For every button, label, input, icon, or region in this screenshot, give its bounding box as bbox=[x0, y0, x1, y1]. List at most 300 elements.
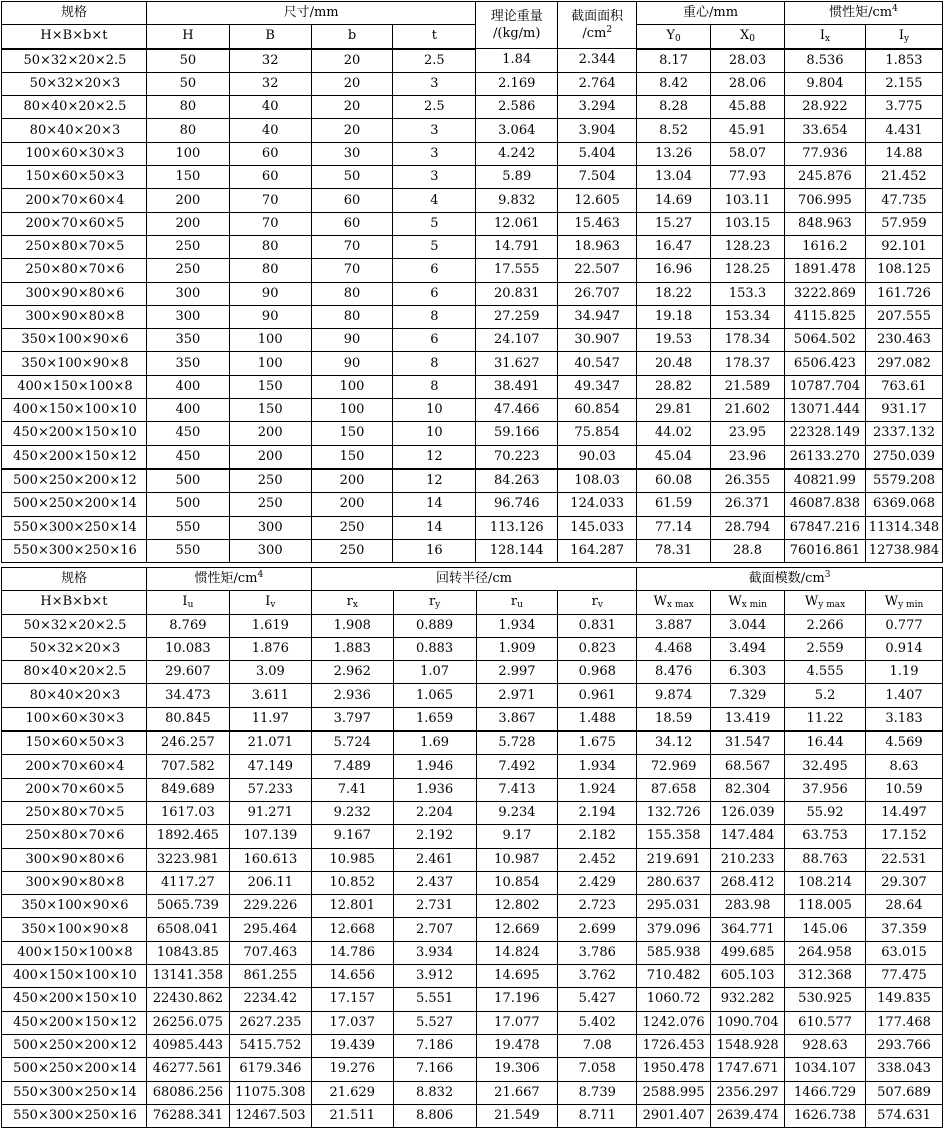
value-cell: 16.47 bbox=[637, 235, 711, 258]
value-cell: 19.439 bbox=[311, 1034, 393, 1057]
value-cell: 3222.869 bbox=[784, 282, 865, 305]
spec-header: 规格 bbox=[2, 568, 147, 591]
value-cell: 3.797 bbox=[311, 707, 393, 731]
value-cell: 153.3 bbox=[711, 282, 785, 305]
value-cell: 9.167 bbox=[311, 825, 393, 848]
value-cell: 293.766 bbox=[866, 1034, 943, 1057]
value-cell: 2.204 bbox=[393, 801, 476, 824]
value-cell: 5.404 bbox=[558, 142, 637, 165]
value-cell: 18.59 bbox=[637, 707, 711, 731]
value-cell: 230.463 bbox=[865, 329, 942, 352]
value-cell: 928.63 bbox=[785, 1034, 866, 1057]
value-cell: 219.691 bbox=[637, 848, 711, 871]
value-cell: 400 bbox=[146, 375, 229, 398]
value-cell: 13141.358 bbox=[146, 965, 229, 988]
value-cell: 268.412 bbox=[711, 871, 785, 894]
value-cell: 9.17 bbox=[476, 825, 558, 848]
value-cell: 14.88 bbox=[865, 142, 942, 165]
value-cell: 60.08 bbox=[637, 469, 711, 493]
value-cell: 18.22 bbox=[637, 282, 711, 305]
value-cell: 11075.308 bbox=[229, 1081, 311, 1104]
value-cell: 150 bbox=[311, 445, 393, 469]
value-cell: 29.307 bbox=[866, 871, 943, 894]
value-cell: 100 bbox=[229, 352, 311, 375]
value-cell: 19.276 bbox=[311, 1058, 393, 1081]
table-row bbox=[2, 189, 943, 212]
value-cell: 34.12 bbox=[637, 731, 711, 755]
value-cell: 75.854 bbox=[558, 422, 637, 445]
value-cell: 8.476 bbox=[637, 661, 711, 684]
value-cell: 12.802 bbox=[476, 895, 558, 918]
value-cell: 848.963 bbox=[784, 212, 865, 235]
value-cell: 1626.738 bbox=[785, 1104, 866, 1127]
value-cell: 44.02 bbox=[637, 422, 711, 445]
value-cell: 605.103 bbox=[711, 965, 785, 988]
value-cell: 710.482 bbox=[637, 965, 711, 988]
table-row bbox=[2, 142, 943, 165]
value-cell: 2.731 bbox=[393, 895, 476, 918]
value-cell: 8.42 bbox=[637, 72, 711, 95]
value-cell: 1950.478 bbox=[637, 1058, 711, 1081]
value-cell: 7.058 bbox=[558, 1058, 637, 1081]
spec-cell: 250×80×70×5 bbox=[2, 235, 147, 258]
value-cell: 250 bbox=[311, 539, 393, 562]
value-cell: 250 bbox=[229, 493, 311, 516]
spec-cell: 550×300×250×14 bbox=[2, 1081, 147, 1104]
value-cell: 2.936 bbox=[311, 684, 393, 707]
value-cell: 82.304 bbox=[711, 778, 785, 801]
table-row bbox=[2, 778, 943, 801]
value-cell: 12.668 bbox=[311, 918, 393, 941]
value-cell: 17.152 bbox=[866, 825, 943, 848]
value-cell: 1.065 bbox=[393, 684, 476, 707]
value-cell: 530.925 bbox=[785, 988, 866, 1011]
value-cell: 26256.075 bbox=[146, 1011, 229, 1034]
value-cell: 177.468 bbox=[866, 1011, 943, 1034]
value-cell: 3.064 bbox=[476, 119, 558, 142]
value-cell: 1.936 bbox=[393, 778, 476, 801]
value-cell: 207.555 bbox=[865, 305, 942, 328]
value-cell: 200 bbox=[311, 493, 393, 516]
value-cell: 150 bbox=[146, 166, 229, 189]
value-cell: 9.234 bbox=[476, 801, 558, 824]
spec-cell: 150×60×50×3 bbox=[2, 166, 147, 189]
spec-cell: 500×250×200×12 bbox=[2, 469, 147, 493]
value-cell: 5415.752 bbox=[229, 1034, 311, 1057]
value-cell: 13071.444 bbox=[784, 399, 865, 422]
value-cell: 12738.984 bbox=[865, 539, 942, 562]
spec-cell: 450×200×150×12 bbox=[2, 445, 147, 469]
table-row bbox=[2, 329, 943, 352]
value-cell: 1.934 bbox=[558, 755, 637, 778]
value-cell: 1.07 bbox=[393, 661, 476, 684]
value-cell: 107.139 bbox=[229, 825, 311, 848]
table-row bbox=[2, 1034, 943, 1057]
spec-cell: 250×80×70×5 bbox=[2, 801, 147, 824]
value-cell: 90 bbox=[229, 305, 311, 328]
value-cell: 1.946 bbox=[393, 755, 476, 778]
value-cell: 2.194 bbox=[558, 801, 637, 824]
spec-cell: 500×250×200×12 bbox=[2, 1034, 147, 1057]
table-row bbox=[2, 801, 943, 824]
value-cell: 3.611 bbox=[229, 684, 311, 707]
value-cell: 15.27 bbox=[637, 212, 711, 235]
value-cell: 1.84 bbox=[476, 49, 558, 73]
value-cell: 34.947 bbox=[558, 305, 637, 328]
value-cell: 40821.99 bbox=[784, 469, 865, 493]
col-wxmin: $W_{x min}$ bbox=[711, 591, 785, 614]
value-cell: 100 bbox=[311, 375, 393, 398]
spec-cell: 80×40×20×3 bbox=[2, 684, 147, 707]
value-cell: 1.407 bbox=[866, 684, 943, 707]
table-row bbox=[2, 72, 943, 95]
spec-cell: 550×300×250×16 bbox=[2, 1104, 147, 1127]
value-cell: 37.359 bbox=[866, 918, 943, 941]
value-cell: 32 bbox=[229, 72, 311, 95]
value-cell: 283.98 bbox=[711, 895, 785, 918]
value-cell: 2.429 bbox=[558, 871, 637, 894]
value-cell: 3.09 bbox=[229, 661, 311, 684]
value-cell: 6508.041 bbox=[146, 918, 229, 941]
spec-cell: 450×200×150×10 bbox=[2, 988, 147, 1011]
value-cell: 9.874 bbox=[637, 684, 711, 707]
col-rx: $r_x$ bbox=[311, 591, 393, 614]
table-row bbox=[2, 871, 943, 894]
spec-cell: 500×250×200×14 bbox=[2, 1058, 147, 1081]
table-row bbox=[2, 614, 943, 637]
col-iy: $I_y$ bbox=[865, 25, 942, 49]
value-cell: 5 bbox=[393, 212, 476, 235]
value-cell: 10 bbox=[393, 422, 476, 445]
value-cell: 8.832 bbox=[393, 1081, 476, 1104]
value-cell: 23.95 bbox=[711, 422, 785, 445]
col-rv: $r_v$ bbox=[558, 591, 637, 614]
value-cell: 28.64 bbox=[866, 895, 943, 918]
spec-cell: 200×70×60×4 bbox=[2, 755, 147, 778]
value-cell: 2.971 bbox=[476, 684, 558, 707]
value-cell: 22430.862 bbox=[146, 988, 229, 1011]
value-cell: 450 bbox=[146, 422, 229, 445]
value-cell: 77.93 bbox=[711, 166, 785, 189]
value-cell: 15.463 bbox=[558, 212, 637, 235]
value-cell: 28.8 bbox=[711, 539, 785, 562]
value-cell: 0.889 bbox=[393, 614, 476, 637]
spec-cell: 350×100×90×6 bbox=[2, 895, 147, 918]
value-cell: 10.083 bbox=[146, 637, 229, 660]
spec-cell: 50×32×20×2.5 bbox=[2, 49, 147, 73]
value-cell: 61.59 bbox=[637, 493, 711, 516]
value-cell: 145.06 bbox=[785, 918, 866, 941]
centroid-header: 重心/mm bbox=[637, 2, 785, 25]
value-cell: 2.699 bbox=[558, 918, 637, 941]
value-cell: 28.922 bbox=[784, 96, 865, 119]
table-row bbox=[2, 1104, 943, 1127]
value-cell: 1060.72 bbox=[637, 988, 711, 1011]
value-cell: 3.762 bbox=[558, 965, 637, 988]
value-cell: 19.18 bbox=[637, 305, 711, 328]
value-cell: 103.11 bbox=[711, 189, 785, 212]
value-cell: 2.437 bbox=[393, 871, 476, 894]
value-cell: 2.723 bbox=[558, 895, 637, 918]
value-cell: 246.257 bbox=[146, 731, 229, 755]
value-cell: 16.96 bbox=[637, 259, 711, 282]
table-row bbox=[2, 259, 943, 282]
value-cell: 46277.561 bbox=[146, 1058, 229, 1081]
value-cell: 5 bbox=[393, 235, 476, 258]
value-cell: 0.961 bbox=[558, 684, 637, 707]
table-row bbox=[2, 399, 943, 422]
value-cell: 200 bbox=[146, 212, 229, 235]
value-cell: 8 bbox=[393, 375, 476, 398]
spec-cell: 250×80×70×6 bbox=[2, 825, 147, 848]
table-row bbox=[2, 305, 943, 328]
value-cell: 2.266 bbox=[785, 614, 866, 637]
value-cell: 4115.825 bbox=[784, 305, 865, 328]
value-cell: 4117.27 bbox=[146, 871, 229, 894]
value-cell: 0.968 bbox=[558, 661, 637, 684]
value-cell: 3.887 bbox=[637, 614, 711, 637]
value-cell: 5.2 bbox=[785, 684, 866, 707]
value-cell: 574.631 bbox=[866, 1104, 943, 1127]
value-cell: 32 bbox=[229, 49, 311, 73]
value-cell: 364.771 bbox=[711, 918, 785, 941]
col-ru: $r_u$ bbox=[476, 591, 558, 614]
value-cell: 2.452 bbox=[558, 848, 637, 871]
value-cell: 178.37 bbox=[711, 352, 785, 375]
spec-cell: 300×90×80×6 bbox=[2, 282, 147, 305]
table-row bbox=[2, 96, 943, 119]
value-cell: 6369.068 bbox=[865, 493, 942, 516]
value-cell: 128.25 bbox=[711, 259, 785, 282]
col-x0: $X_0$ bbox=[711, 25, 785, 49]
value-cell: 28.794 bbox=[711, 516, 785, 539]
value-cell: 706.995 bbox=[784, 189, 865, 212]
value-cell: 80 bbox=[146, 119, 229, 142]
value-cell: 28.06 bbox=[711, 72, 785, 95]
value-cell: 7.489 bbox=[311, 755, 393, 778]
value-cell: 11.97 bbox=[229, 707, 311, 731]
value-cell: 155.358 bbox=[637, 825, 711, 848]
weight-header-line2: /(kg/m) bbox=[493, 26, 541, 42]
table-row bbox=[2, 282, 943, 305]
dimensions-header: 尺寸/mm bbox=[146, 2, 475, 25]
value-cell: 68086.256 bbox=[146, 1081, 229, 1104]
value-cell: 3 bbox=[393, 72, 476, 95]
col-H: H bbox=[146, 25, 229, 49]
value-cell: 34.473 bbox=[146, 684, 229, 707]
value-cell: 2337.132 bbox=[865, 422, 942, 445]
value-cell: 1.924 bbox=[558, 778, 637, 801]
value-cell: 124.033 bbox=[558, 493, 637, 516]
spec-cell: 450×200×150×12 bbox=[2, 1011, 147, 1034]
col-iv: $I_v$ bbox=[229, 591, 311, 614]
value-cell: 7.413 bbox=[476, 778, 558, 801]
value-cell: 849.689 bbox=[146, 778, 229, 801]
value-cell: 132.726 bbox=[637, 801, 711, 824]
table-row bbox=[2, 707, 943, 731]
value-cell: 63.753 bbox=[785, 825, 866, 848]
value-cell: 10.854 bbox=[476, 871, 558, 894]
spec-cell: 200×70×60×4 bbox=[2, 189, 147, 212]
value-cell: 50 bbox=[146, 72, 229, 95]
value-cell: 31.547 bbox=[711, 731, 785, 755]
value-cell: 2.997 bbox=[476, 661, 558, 684]
value-cell: 2.707 bbox=[393, 918, 476, 941]
value-cell: 128.144 bbox=[476, 539, 558, 562]
value-cell: 200 bbox=[229, 422, 311, 445]
value-cell: 250 bbox=[146, 259, 229, 282]
table-row bbox=[2, 352, 943, 375]
table-row bbox=[2, 493, 943, 516]
value-cell: 10.59 bbox=[866, 778, 943, 801]
value-cell: 20.48 bbox=[637, 352, 711, 375]
value-cell: 20 bbox=[311, 119, 393, 142]
table-row bbox=[2, 212, 943, 235]
value-cell: 88.763 bbox=[785, 848, 866, 871]
value-cell: 21.071 bbox=[229, 731, 311, 755]
value-cell: 7.08 bbox=[558, 1034, 637, 1057]
value-cell: 45.88 bbox=[711, 96, 785, 119]
value-cell: 17.555 bbox=[476, 259, 558, 282]
header-row-2 bbox=[2, 25, 943, 49]
value-cell: 9.804 bbox=[784, 72, 865, 95]
value-cell: 47.149 bbox=[229, 755, 311, 778]
table-row bbox=[2, 684, 943, 707]
table-row bbox=[2, 848, 943, 871]
value-cell: 108.03 bbox=[558, 469, 637, 493]
col-ix: $I_x$ bbox=[784, 25, 865, 49]
value-cell: 2.559 bbox=[785, 637, 866, 660]
value-cell: 57.959 bbox=[865, 212, 942, 235]
value-cell: 1.934 bbox=[476, 614, 558, 637]
value-cell: 6506.423 bbox=[784, 352, 865, 375]
value-cell: 5.402 bbox=[558, 1011, 637, 1034]
value-cell: 60 bbox=[311, 212, 393, 235]
value-cell: 90 bbox=[311, 352, 393, 375]
value-cell: 3.183 bbox=[866, 707, 943, 731]
table2-body bbox=[2, 614, 943, 1128]
value-cell: 4.569 bbox=[866, 731, 943, 755]
value-cell: 38.491 bbox=[476, 375, 558, 398]
value-cell: 3.904 bbox=[558, 119, 637, 142]
value-cell: 23.96 bbox=[711, 445, 785, 469]
value-cell: 103.15 bbox=[711, 212, 785, 235]
spec-cell: 80×40×20×2.5 bbox=[2, 96, 147, 119]
spec-header: 规格 bbox=[2, 2, 147, 25]
table-row bbox=[2, 941, 943, 964]
value-cell: 80 bbox=[311, 282, 393, 305]
table-row bbox=[2, 375, 943, 398]
value-cell: 28.03 bbox=[711, 49, 785, 73]
value-cell: 60 bbox=[229, 142, 311, 165]
value-cell: 90 bbox=[311, 329, 393, 352]
value-cell: 76288.341 bbox=[146, 1104, 229, 1127]
value-cell: 707.463 bbox=[229, 941, 311, 964]
value-cell: 1.488 bbox=[558, 707, 637, 731]
col-wxmax: $W_{x max}$ bbox=[637, 591, 711, 614]
spec-cell: 300×90×80×8 bbox=[2, 305, 147, 328]
table-row bbox=[2, 1011, 943, 1034]
value-cell: 6 bbox=[393, 259, 476, 282]
value-cell: 9.232 bbox=[311, 801, 393, 824]
header-row-1 bbox=[2, 568, 943, 591]
value-cell: 297.082 bbox=[865, 352, 942, 375]
value-cell: 80.845 bbox=[146, 707, 229, 731]
value-cell: 150 bbox=[229, 399, 311, 422]
value-cell: 6 bbox=[393, 282, 476, 305]
value-cell: 33.654 bbox=[784, 119, 865, 142]
value-cell: 108.214 bbox=[785, 871, 866, 894]
value-cell: 2356.297 bbox=[711, 1081, 785, 1104]
value-cell: 22.531 bbox=[866, 848, 943, 871]
value-cell: 24.107 bbox=[476, 329, 558, 352]
value-cell: 4 bbox=[393, 189, 476, 212]
value-cell: 46087.838 bbox=[784, 493, 865, 516]
value-cell: 2.182 bbox=[558, 825, 637, 848]
value-cell: 19.306 bbox=[476, 1058, 558, 1081]
value-cell: 229.226 bbox=[229, 895, 311, 918]
value-cell: 11314.348 bbox=[865, 516, 942, 539]
value-cell: 12.669 bbox=[476, 918, 558, 941]
value-cell: 3 bbox=[393, 142, 476, 165]
value-cell: 8.769 bbox=[146, 614, 229, 637]
value-cell: 5.427 bbox=[558, 988, 637, 1011]
value-cell: 150 bbox=[311, 422, 393, 445]
value-cell: 250 bbox=[146, 235, 229, 258]
col-y0: $Y_0$ bbox=[637, 25, 711, 49]
value-cell: 21.549 bbox=[476, 1104, 558, 1127]
value-cell: 150 bbox=[229, 375, 311, 398]
value-cell: 12.061 bbox=[476, 212, 558, 235]
value-cell: 22.507 bbox=[558, 259, 637, 282]
value-cell: 7.504 bbox=[558, 166, 637, 189]
value-cell: 1.853 bbox=[865, 49, 942, 73]
value-cell: 5065.739 bbox=[146, 895, 229, 918]
properties-table-1 bbox=[1, 1, 943, 563]
value-cell: 9.832 bbox=[476, 189, 558, 212]
value-cell: 113.126 bbox=[476, 516, 558, 539]
value-cell: 76016.861 bbox=[784, 539, 865, 562]
value-cell: 60 bbox=[311, 189, 393, 212]
value-cell: 1.909 bbox=[476, 637, 558, 660]
value-cell: 11.22 bbox=[785, 707, 866, 731]
value-cell: 1617.03 bbox=[146, 801, 229, 824]
value-cell: 861.255 bbox=[229, 965, 311, 988]
value-cell: 47.735 bbox=[865, 189, 942, 212]
value-cell: 14.791 bbox=[476, 235, 558, 258]
value-cell: 1.19 bbox=[866, 661, 943, 684]
value-cell: 100 bbox=[146, 142, 229, 165]
value-cell: 1242.076 bbox=[637, 1011, 711, 1034]
value-cell: 14.497 bbox=[866, 801, 943, 824]
table-row bbox=[2, 918, 943, 941]
value-cell: 3.912 bbox=[393, 965, 476, 988]
value-cell: 18.963 bbox=[558, 235, 637, 258]
gyration-header: 回转半径/cm bbox=[311, 568, 636, 591]
spec-cell: 500×250×200×14 bbox=[2, 493, 147, 516]
value-cell: 108.125 bbox=[865, 259, 942, 282]
value-cell: 20 bbox=[311, 49, 393, 73]
value-cell: 8 bbox=[393, 352, 476, 375]
value-cell: 2.192 bbox=[393, 825, 476, 848]
table-row bbox=[2, 637, 943, 660]
value-cell: 14 bbox=[393, 493, 476, 516]
spec-cell: 80×40×20×3 bbox=[2, 119, 147, 142]
value-cell: 84.263 bbox=[476, 469, 558, 493]
value-cell: 8.28 bbox=[637, 96, 711, 119]
value-cell: 149.835 bbox=[866, 988, 943, 1011]
value-cell: 45.04 bbox=[637, 445, 711, 469]
